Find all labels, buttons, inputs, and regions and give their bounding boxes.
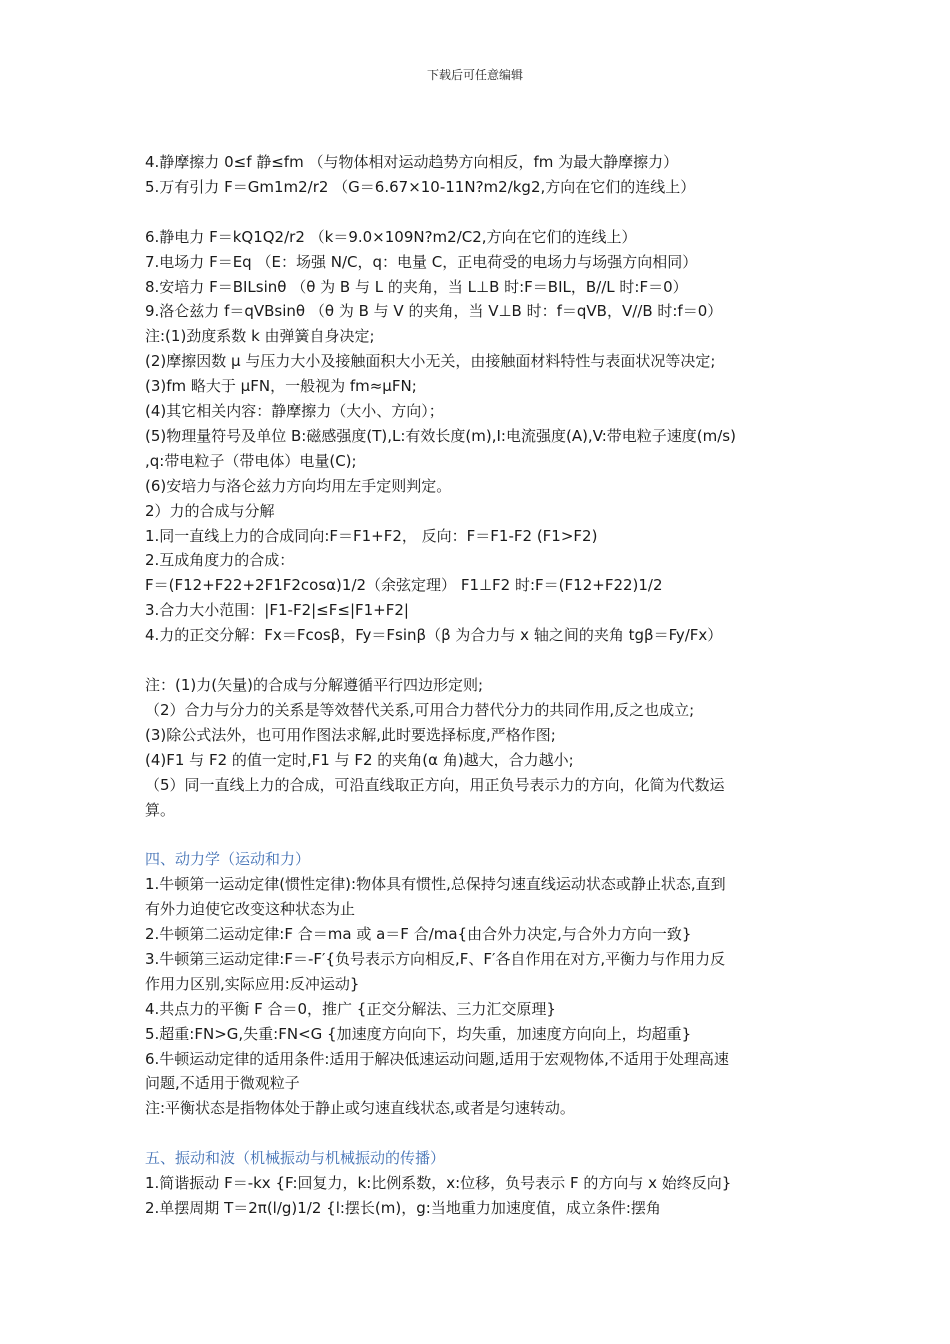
text-line: 9.洛仑兹力 f＝qVBsinθ （θ 为 B 与 V 的夹角，当 V⊥B 时：f＝qVB，V//B 时:f＝0） <box>145 302 723 321</box>
text-line: 注:平衡状态是指物体处于静止或匀速直线状态,或者是匀速转动。 <box>145 1099 575 1118</box>
text-line: 3.牛顿第三运动定律:F＝-F′{负号表示方向相反,F、F′各自作用在对方,平衡力与作用力反 <box>145 949 726 968</box>
text-line: (3)fm 略大于 μFN，一般视为 fm≈μFN; <box>145 377 417 396</box>
text-line: (5)物理量符号及单位 B:磁感强度(T),L:有效长度(m),I:电流强度(A),V:带电粒子速度(m/s) <box>145 426 736 445</box>
text-line: 5.万有引力 F＝Gm1m2/r2 （G＝6.67×10-11N?m2/kg2,方向在它们的连线上） <box>145 177 696 196</box>
document-body <box>145 150 810 1221</box>
text-line: 2.单摆周期 T＝2π(l/g)1/2 {l:摆长(m)，g:当地重力加速度值，成立条件:摆角 <box>145 1199 661 1217</box>
text-line: 4.静摩擦力 0≤f 静≤fm （与物体相对运动趋势方向相反，fm 为最大静摩擦力） <box>145 153 679 171</box>
text-line: (4)其它相关内容：静摩擦力（大小、方向）； <box>145 402 444 421</box>
text-line: 1.牛顿第一运动定律(惯性定律):物体具有惯性,总保持匀速直线运动状态或静止状态,直到 <box>145 875 726 894</box>
text-line: 1.简谐振动 F＝-kx {F:回复力，k:比例系数，x:位移，负号表示 F 的方向与 x 始终反向} <box>145 1174 732 1193</box>
blank-line <box>145 200 810 225</box>
text-line: F＝(F12+F22+2F1F2cosα)1/2（余弦定理） F1⊥F2 时:F＝(F12+F22)1/2 <box>145 576 663 595</box>
text-line: 注：(1)力(矢量)的合成与分解遵循平行四边形定则; <box>145 676 484 694</box>
text-line: 6.静电力 F＝kQ1Q2/r2 （k＝9.0×109N?m2/C2,方向在它们的连线上） <box>145 227 637 246</box>
text-line: (4)F1 与 F2 的值一定时,F1 与 F2 的夹角(α 角)越大，合力越小; <box>145 750 574 769</box>
text-line: (2)摩擦因数 μ 与压力大小及接触面积大小无关，由接触面材料特性与表面状况等决定; <box>145 352 716 371</box>
blank-line <box>145 648 810 673</box>
text-line: ,q:带电粒子（带电体）电量(C); <box>145 451 357 470</box>
text-line: 8.安培力 F＝BILsinθ （θ 为 B 与 L 的夹角，当 L⊥B 时:F＝BIL，B//L 时:F＝0） <box>145 277 688 296</box>
text-line: （2）合力与分力的关系是等效替代关系,可用合力替代分力的共同作用,反之也成立; <box>145 700 695 719</box>
text-line: (3)除公式法外，也可用作图法求解,此时要选择标度,严格作图; <box>145 725 556 744</box>
text-line: 2.互成角度力的合成： <box>145 551 295 570</box>
text-line: 2）力的合成与分解 <box>145 501 275 520</box>
section-heading: 五、振动和波（机械振动与机械振动的传播） <box>145 1149 446 1168</box>
text-line: 5.超重:FN>G,失重:FN<G {加速度方向向下，均失重，加速度方向向上，均超重} <box>145 1024 692 1043</box>
text-line: 注:(1)劲度系数 k 由弹簧自身决定; <box>145 327 375 346</box>
text-line: (6)安培力与洛仑兹力方向均用左手定则判定。 <box>145 476 452 495</box>
text-line: 6.牛顿运动定律的适用条件:适用于解决低速运动问题,适用于宏观物体,不适用于处理高速 <box>145 1049 729 1068</box>
text-line: 算。 <box>145 800 176 819</box>
blank-line <box>145 1121 810 1146</box>
text-line: 2.牛顿第二运动定律:F 合＝ma 或 a＝F 合/ma{由合外力决定,与合外力方向一致} <box>145 925 692 944</box>
text-line: 7.电场力 F＝Eq （E：场强 N/C，q：电量 C，正电荷受的电场力与场强方向相同） <box>145 252 698 271</box>
page-header: 下载后可任意编辑 <box>426 68 523 82</box>
text-line: 有外力迫使它改变这种状态为止 <box>145 900 356 919</box>
text-line: 问题,不适用于微观粒子 <box>145 1074 300 1093</box>
text-line: 1.同一直线上力的合成同向:F＝F1+F2， 反向：F＝F1-F2 (F1>F2) <box>145 526 598 545</box>
text-line: 3.合力大小范围：|F1-F2|≤F≤|F1+F2| <box>145 601 409 620</box>
text-line: 4.共点力的平衡 F 合＝0，推广 {正交分解法、三力汇交原理} <box>145 999 556 1018</box>
text-line: （5）同一直线上力的合成，可沿直线取正方向，用正负号表示力的方向，化简为代数运 <box>145 775 725 794</box>
text-line: 作用力区别,实际应用:反冲运动} <box>145 974 360 993</box>
section-heading: 四、动力学（运动和力） <box>145 850 311 869</box>
text-line: 4.力的正交分解：Fx＝Fcosβ，Fy＝Fsinβ（β 为合力与 x 轴之间的夹角 tgβ＝Fy/Fx） <box>145 626 723 645</box>
blank-line <box>145 822 810 847</box>
